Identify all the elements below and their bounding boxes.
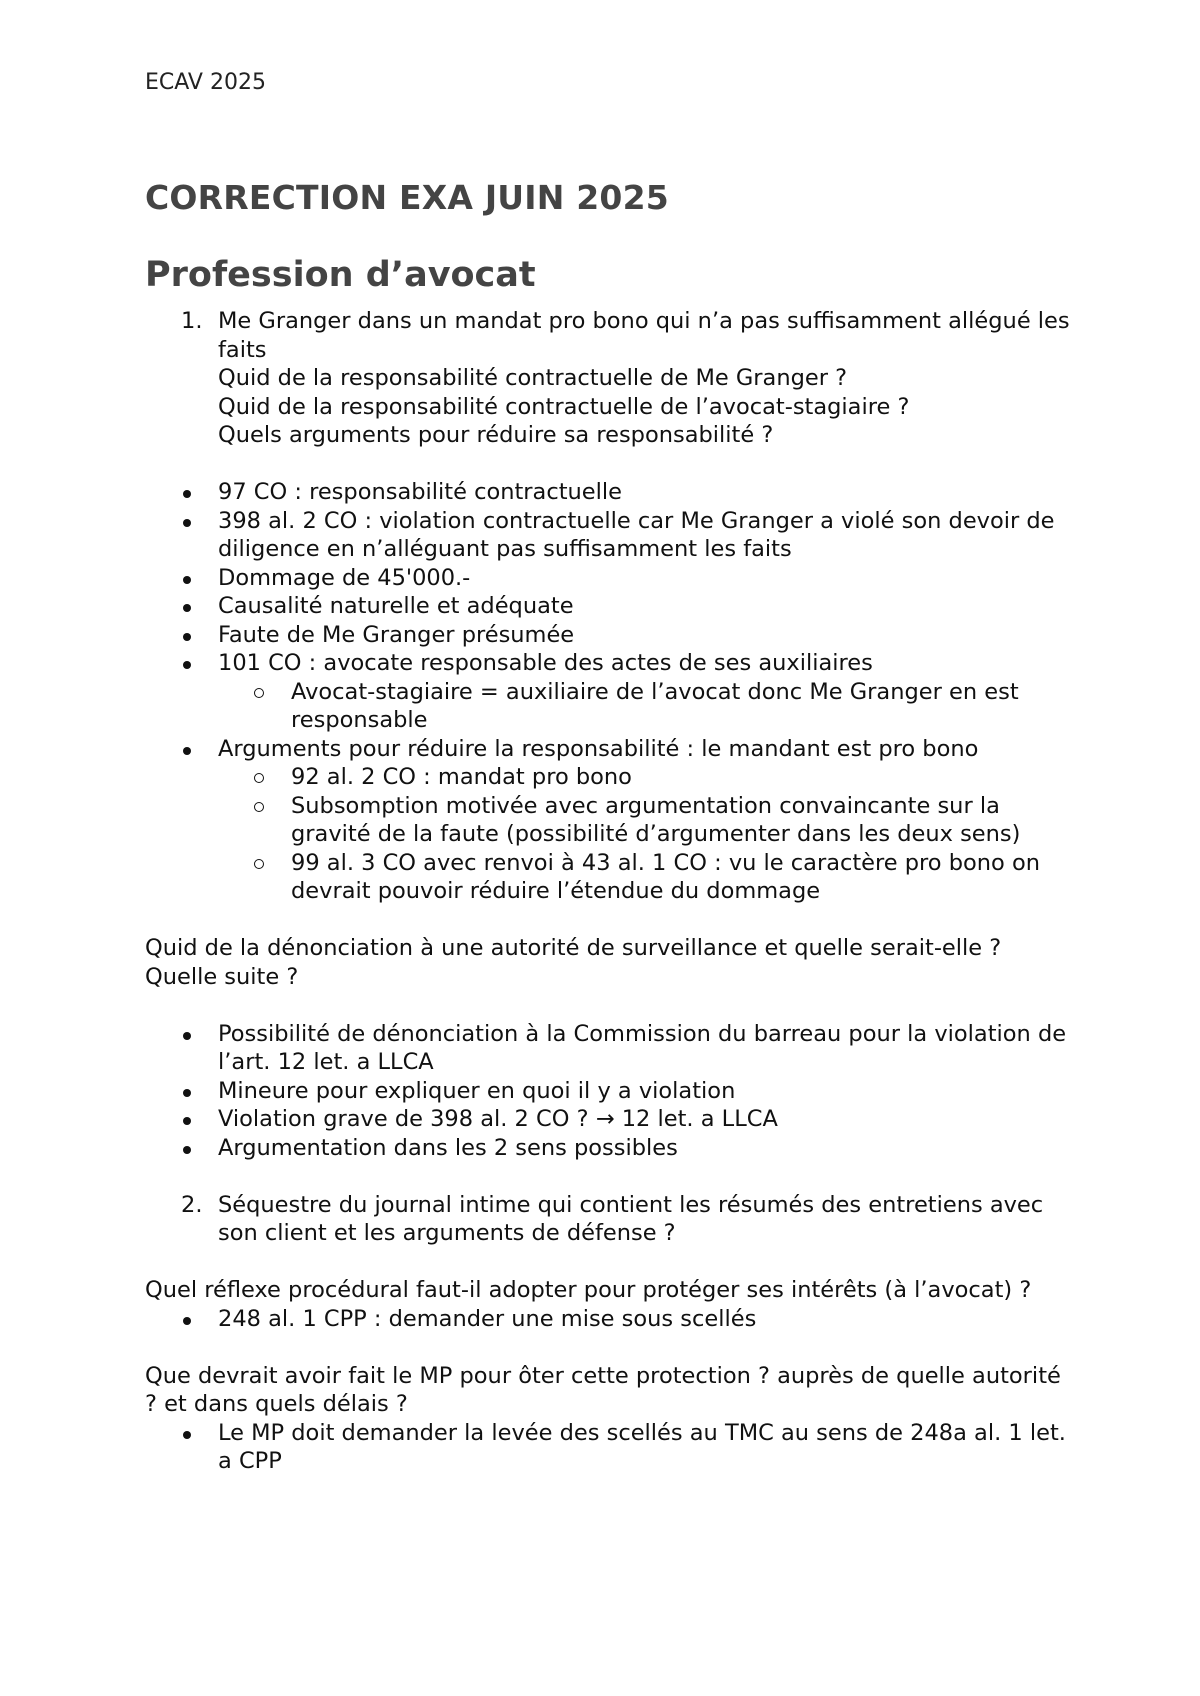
bullet-icon [183,1146,191,1154]
bullet-icon [183,1431,191,1439]
sub-list-item [218,763,1075,792]
sub-list-item-text: Subsomption motivée avec argumentation convaincante sur la gravité de la faute (possibilité d’argumenter dans les deux sens) [291,792,1021,847]
question-mp: Que devrait avoir fait le MP pour ôter cette protection ? auprès de quelle autorité ? et dans quels délais ? [145,1362,1061,1417]
spacer [145,1162,1075,1191]
list-item-text: Possibilité de dénonciation à la Commission du barreau pour la violation de l’art. 12 let. a LLCA [218,1020,1067,1075]
page-header: ECAV 2025 [145,70,266,95]
list-item-text: Causalité naturelle et adéquate [218,593,574,619]
document-body [145,307,1075,1476]
list-item [145,592,1075,621]
circle-bullet-icon [254,802,264,812]
question-1-number: 1. [181,308,203,334]
list-item-text: Argumentation dans les 2 sens possibles [218,1134,678,1161]
spacer [145,1248,1075,1277]
list-item-text: Faute de Me Granger présumée [218,621,575,648]
question-2-list [145,1191,1075,1248]
list-item-text: 101 CO : avocate responsable des actes de ses auxiliaires [218,650,873,676]
question-1-line: Me Granger dans un mandat pro bono qui n’a pas suffisamment allégué les faits [218,308,1070,363]
sub-list-item-text: 99 al. 3 CO avec renvoi à 43 al. 1 CO : vu le caractère pro bono on devrait pouvoir réduire l’étendue du dommage [291,849,1040,904]
list-item-text: Le MP doit demander la levée des scellés au TMC au sens de 248a al. 1 let. a CPP [218,1419,1066,1474]
answer-reflexe-list [145,1305,1075,1334]
question-2-text: Séquestre du journal intime qui contient les résumés des entretiens avec son client et les arguments de défense ? [218,1191,1044,1246]
list-item [145,1305,1075,1334]
question-1-line: Quels arguments pour réduire sa responsabilité ? [218,422,774,448]
sub-list-item-text: 92 al. 2 CO : mandat pro bono [291,764,632,790]
list-item [145,564,1075,593]
document-title: CORRECTION EXA JUIN 2025 [145,178,669,217]
spacer [145,991,1075,1020]
list-item-text: 398 al. 2 CO : violation contractuelle car Me Granger a violé son devoir de diligence en n’alléguant pas suffisamment les faits [218,507,1055,562]
spacer [145,906,1075,935]
list-item [145,1020,1075,1077]
answer-mp-list [145,1419,1075,1476]
list-item-text: 97 CO : responsabilité contractuelle [218,479,622,505]
question-2-number: 2. [181,1191,203,1218]
spacer [145,1333,1075,1362]
list-item [145,1105,1075,1134]
bullet-icon [183,661,191,669]
sub-list-item [218,792,1075,849]
bullet-icon [183,519,191,527]
bullet-icon [183,1089,191,1097]
circle-bullet-icon [254,773,264,783]
question-denonciation: Quid de la dénonciation à une autorité de surveillance et quelle serait-elle ? Quelle suite ? [145,935,1002,990]
question-reflexe: Quel réflexe procédural faut-il adopter pour protéger ses intérêts (à l’avocat) ? [145,1277,1032,1303]
sub-list-item [218,849,1075,906]
bullet-icon [183,604,191,612]
question-1-line: Quid de la responsabilité contractuelle de l’avocat-stagiaire ? [218,393,910,420]
answer-denonciation-list [145,1020,1075,1163]
list-item-text: 248 al. 1 CPP : demander une mise sous scellés [218,1305,757,1332]
bullet-icon [183,747,191,755]
bullet-icon [183,633,191,641]
circle-bullet-icon [254,688,264,698]
list-item [145,735,1075,906]
sub-list-item [218,678,1075,735]
bullet-icon [183,1317,191,1325]
bullet-icon [183,1117,191,1125]
list-item [145,478,1075,507]
list-item-text: Violation grave de 398 al. 2 CO ? [218,1106,596,1132]
list-item-text: Dommage de 45'000.- [218,564,471,591]
circle-bullet-icon [254,859,264,869]
question-1 [145,307,1075,450]
answer-1-list [145,478,1075,906]
spacer [145,450,1075,479]
list-item [145,1134,1075,1163]
section-title: Profession d’avocat [145,255,536,295]
list-item-text: 12 let. a LLCA [614,1106,778,1132]
sub-list [218,763,1075,906]
list-item [145,1077,1075,1106]
arrow-right-icon: → [595,1106,615,1132]
list-item [145,621,1075,650]
list-item-text: Arguments pour réduire la responsabilité : le mandant est pro bono [218,735,979,762]
question-1-list [145,307,1075,450]
bullet-icon [183,490,191,498]
list-item [145,649,1075,735]
bullet-icon [183,1032,191,1040]
list-item [145,507,1075,564]
sub-list-item-text: Avocat-stagiaire = auxiliaire de l’avocat donc Me Granger en est responsable [291,678,1019,733]
question-2 [145,1191,1075,1248]
question-1-line: Quid de la responsabilité contractuelle de Me Granger ? [218,365,848,391]
bullet-icon [183,576,191,584]
list-item-text: Mineure pour expliquer en quoi il y a violation [218,1077,736,1104]
list-item [145,1419,1075,1476]
sub-list [218,678,1075,735]
